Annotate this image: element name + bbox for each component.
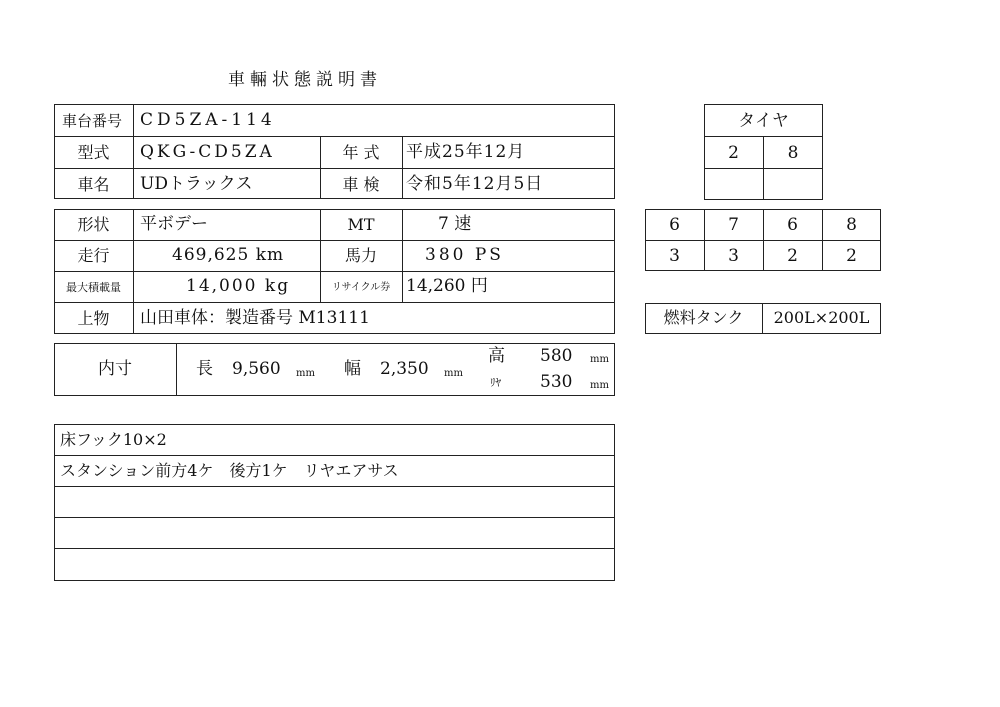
body-label: 上物: [77, 309, 110, 328]
note-line-2: スタンション前方4ケ 後方1ケ リヤエアサス: [60, 461, 399, 480]
tire-rear-cell: 3: [728, 246, 739, 266]
width-unit: mm: [444, 368, 463, 379]
tire-front-right: 8: [787, 143, 799, 163]
name-value: UDトラックス: [140, 174, 253, 194]
length-label: 長: [196, 359, 213, 379]
tire-rear-cell: 6: [669, 215, 680, 235]
load-value: 14,000 kg: [186, 276, 291, 296]
tire-front-left: 2: [728, 143, 739, 163]
rear-value: 530: [540, 372, 573, 392]
mt-label: MT: [347, 215, 375, 234]
mileage-label: 走行: [77, 246, 110, 265]
shape-value: 平ボデー: [140, 214, 208, 234]
dimensions-label: 内寸: [98, 359, 132, 379]
body-value: 山田車体：製造番号 M13111: [140, 308, 370, 328]
model-value: QKG-CD5ZA: [140, 142, 275, 162]
length-value: 9,560: [232, 359, 281, 379]
tire-rear-cell: 3: [669, 246, 680, 266]
power-value: 380 PS: [425, 245, 504, 265]
chassis-label: 車台番号: [62, 112, 123, 130]
chassis-value: CD5ZA-114: [140, 110, 276, 130]
tire-rear-cell: 2: [846, 246, 857, 266]
name-label: 車名: [77, 175, 110, 194]
page-title: 車輛状態説明書: [228, 70, 382, 90]
load-label: 最大積載量: [66, 281, 121, 294]
width-value: 2,350: [380, 359, 429, 379]
tire-label: タイヤ: [738, 111, 789, 131]
year-value: 平成25年12月: [406, 142, 526, 162]
height-value: 580: [540, 346, 573, 366]
mt-value: 7 速: [438, 214, 472, 234]
tire-rear-cell: 2: [787, 246, 798, 266]
length-unit: mm: [296, 368, 315, 379]
year-label: 年 式: [342, 143, 380, 162]
inspection-value: 令和5年12月5日: [406, 174, 544, 194]
tire-rear-cell: 8: [846, 215, 857, 235]
shape-label: 形状: [77, 215, 110, 234]
inspection-label: 車 検: [342, 175, 380, 194]
width-label: 幅: [344, 359, 361, 379]
rear-label: ﾘﾔ: [490, 376, 501, 389]
recycle-label: リサイクル券: [331, 282, 391, 293]
model-label: 型式: [77, 143, 110, 162]
recycle-value: 14,260 円: [406, 276, 488, 296]
fuel-label: 燃料タンク: [663, 308, 744, 327]
rear-unit: mm: [590, 380, 609, 391]
tire-rear-cell: 6: [787, 215, 798, 235]
power-label: 馬力: [344, 246, 377, 265]
height-unit: mm: [590, 354, 609, 365]
fuel-value: 200L×200L: [773, 308, 870, 327]
note-line-1: 床フック10×2: [60, 430, 167, 449]
mileage-value: 469,625 km: [172, 245, 285, 265]
tire-rear-cell: 7: [728, 215, 739, 235]
height-label: 高: [488, 346, 505, 366]
